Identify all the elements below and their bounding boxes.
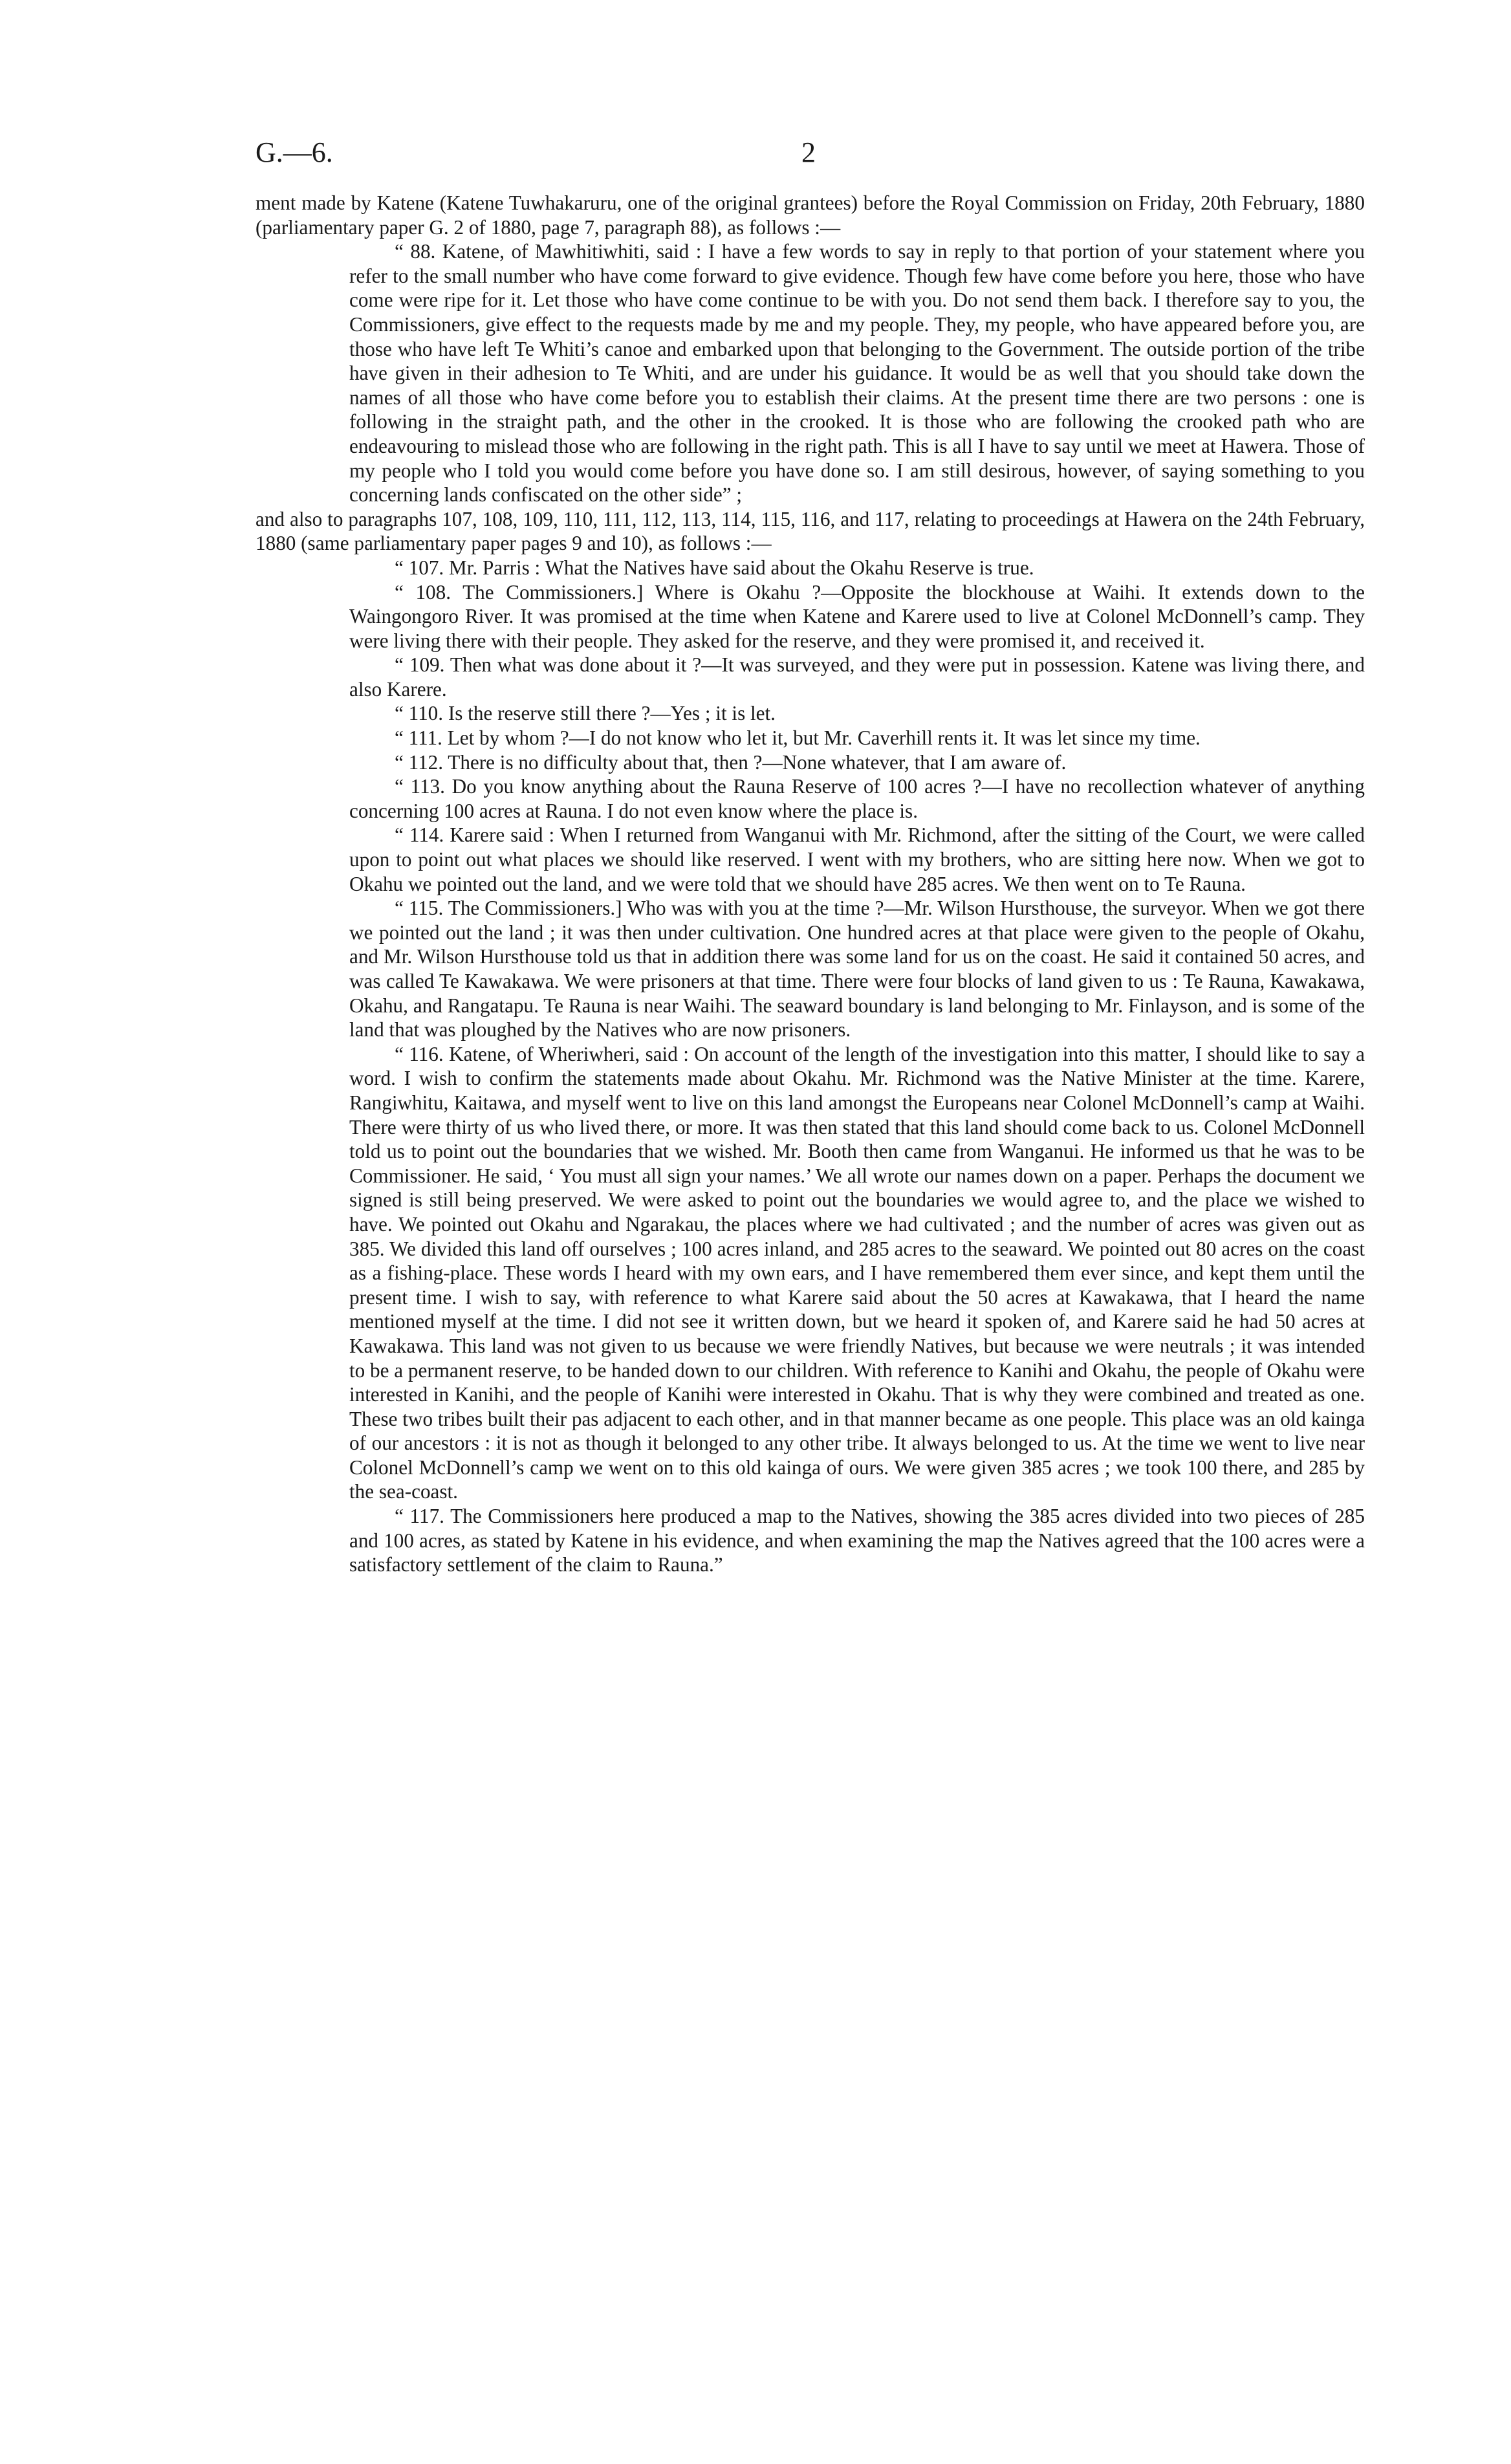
page-header [255,136,1362,175]
quote-paragraph-112: “ 112. There is no difficulty about that, then ?—None whatever, that I am aware of. [395,750,1067,774]
quote-paragraph-111: “ 111. Let by whom ?—I do not know who let it, but Mr. Caverhill rents it. It was let since my time. [395,726,1201,750]
quote-paragraph-116: “ 116. Katene, of Wheriwheri, said : On account of the length of the investigation into this matter, I should like to say a word. I wish to confirm the statements made about Okahu. Mr. Richmond was the Native Minister at the time. Karere, Rangiwhitu, Kaitawa, and myself went to live on this land amongst the Europeans near Colonel McDonnell’s camp at Waihi. There were thirty of us who lived there, or more. It was then stated that this land should come back to us. Colonel McDonnell told us to point out the boundaries that we wished. Mr. Booth then came from Wanganui. He informed us that he was to be Commissioner. He said, ‘ You must all sign your names.’ We all wrote our names down on a paper. Perhaps the document we signed is still being preserved. We were asked to point out the boundaries we would agree to, and the place we wished to have. We pointed out Okahu and Ngarakau, the places where we had cultivated ; and the number of acres was given out as 385. We divided this land off ourselves ; 100 acres inland, and 285 acres to the seaward. We pointed out 80 acres on the coast as a fishing-place. These words I heard with my own ears, and I have remembered them ever since, and kept them until the present time. I wish to say, with reference to what Karere said about the 50 acres at Kawakawa, that I heard the name mentioned myself at the time. I did not see it written down, but we heard it spoken of, and Karere said he had 50 acres at Kawakawa. This land was not given to us because we were friendly Natives, but because we were neutrals ; it was intended to be a permanent reserve, to be handed down to our children. With reference to Kanihi and Okahu, the people of Okahu were interested in Kanihi, and the people of Kanihi were interested in Okahu. That is why they were combined and treated as one. These two tribes built their pas adjacent to each other, and in that manner became as one people. This place was an old kainga of our ancestors : it is not as though it belonged to any other tribe. It always belonged to us. At the time we went to live near Colonel McDonnell’s camp we went on to this old kainga of ours. We were given 385 acres ; we took 100 there, and 285 by the sea-coast. [349,1042,1365,1503]
quote-paragraph-110: “ 110. Is the reserve still there ?—Yes ; it is let. [395,702,776,725]
quote-paragraph-109: “ 109. Then what was done about it ?—It was surveyed, and they were put in possession. Katene was living there, and also Karere. [349,653,1365,701]
quote-paragraph-115: “ 115. The Commissioners.] Who was with you at the time ?—Mr. Wilson Hursthouse, the surveyor. When we got there we pointed out the land ; it was then under cultivation. One hundred acres at that place were given to the people of Okahu, and Mr. Wilson Hursthouse told us that in addition there was some land for us on the coast. He said it contained 50 acres, and was called Te Kawakawa. We were prisoners at that time. There were four blocks of land given to us : Te Rauna, Kawakawa, Okahu, and Rangatapu. Te Rauna is near Waihi. The seaward boundary is land belonging to Mr. Finlayson, and is some of the land that was ploughed by the Natives who are now prisoners. [349,897,1365,1041]
document-body [255,191,1365,1577]
intro-paragraph: ment made by Katene (Katene Tuwhakaruru, one of the original grantees) before the Royal Commission on Friday, 20th February, 1880 (parliamentary paper G. 2 of 1880, page 7, paragraph 88), as follows :— [255,191,1365,239]
page-number: 2 [801,136,816,168]
quote-paragraph-107: “ 107. Mr. Parris : What the Natives have said about the Okahu Reserve is true. [395,556,1034,579]
quote-paragraph-88: “ 88. Katene, of Mawhitiwhiti, said : I have a few words to say in reply to that portion of your statement where you refer to the small number who have come forward to give evidence. Though few have come before you here, those who have come were ripe for it. Let those who have come continue to be with you. Do not send them back. I therefore say to you, the Commissioners, give effect to the requests made by me and my people. They, my people, who have appeared before you, are those who have left Te Whiti’s canoe and embarked upon that belonging to the Government. The outside portion of the tribe have given in their adhesion to Te Whiti, and are under his guidance. It would be as well that you should take down the names of all those who have come before you to establish their claims. At the present time there are two persons : one is following in the straight path, and the other in the crooked. It is those who are following the crooked path who are endeavouring to mislead those who are following in the right path. This is all I have to say until we meet at Hawera. Those of my people who I told you would come before you have done so. I am still desirous, however, of saying something to you concerning lands confiscated on the other side” ; [349,240,1365,507]
quote-paragraph-113: “ 113. Do you know anything about the Rauna Reserve of 100 acres ?—I have no recollection whatever of anything concerning 100 acres at Rauna. I do not even know where the place is. [349,775,1365,822]
quote-paragraph-117: “ 117. The Commissioners here produced a map to the Natives, showing the 385 acres divided into two pieces of 285 and 100 acres, as stated by Katene in his evidence, and when examining the map the Natives agreed that the 100 acres were a satisfactory settlement of the claim to Rauna.” [349,1505,1365,1576]
document-reference: G.—6. [255,136,333,168]
quote-paragraph-108: “ 108. The Commissioners.] Where is Okahu ?—Opposite the blockhouse at Waihi. It extends down to the Waingongoro River. It was promised at the time when Katene and Karere used to live at Colonel McDonnell’s camp. They were living there with their people. They asked for the reserve, and they were promised it, and received it. [349,580,1365,652]
quote-paragraph-114: “ 114. Karere said : When I returned from Wanganui with Mr. Richmond, after the sitting of the Court, we were called upon to point out what places we should like reserved. I went with my brothers, who are sitting here now. When we got to Okahu we pointed out the land, and we were told that we should have 285 acres. We then went on to Te Rauna. [349,823,1365,895]
reference-paragraph: and also to paragraphs 107, 108, 109, 110, 111, 112, 113, 114, 115, 116, and 117, relating to proceedings at Hawera on the 24th February, 1880 (same parliamentary paper pages 9 and 10), as follows :— [255,507,1365,555]
